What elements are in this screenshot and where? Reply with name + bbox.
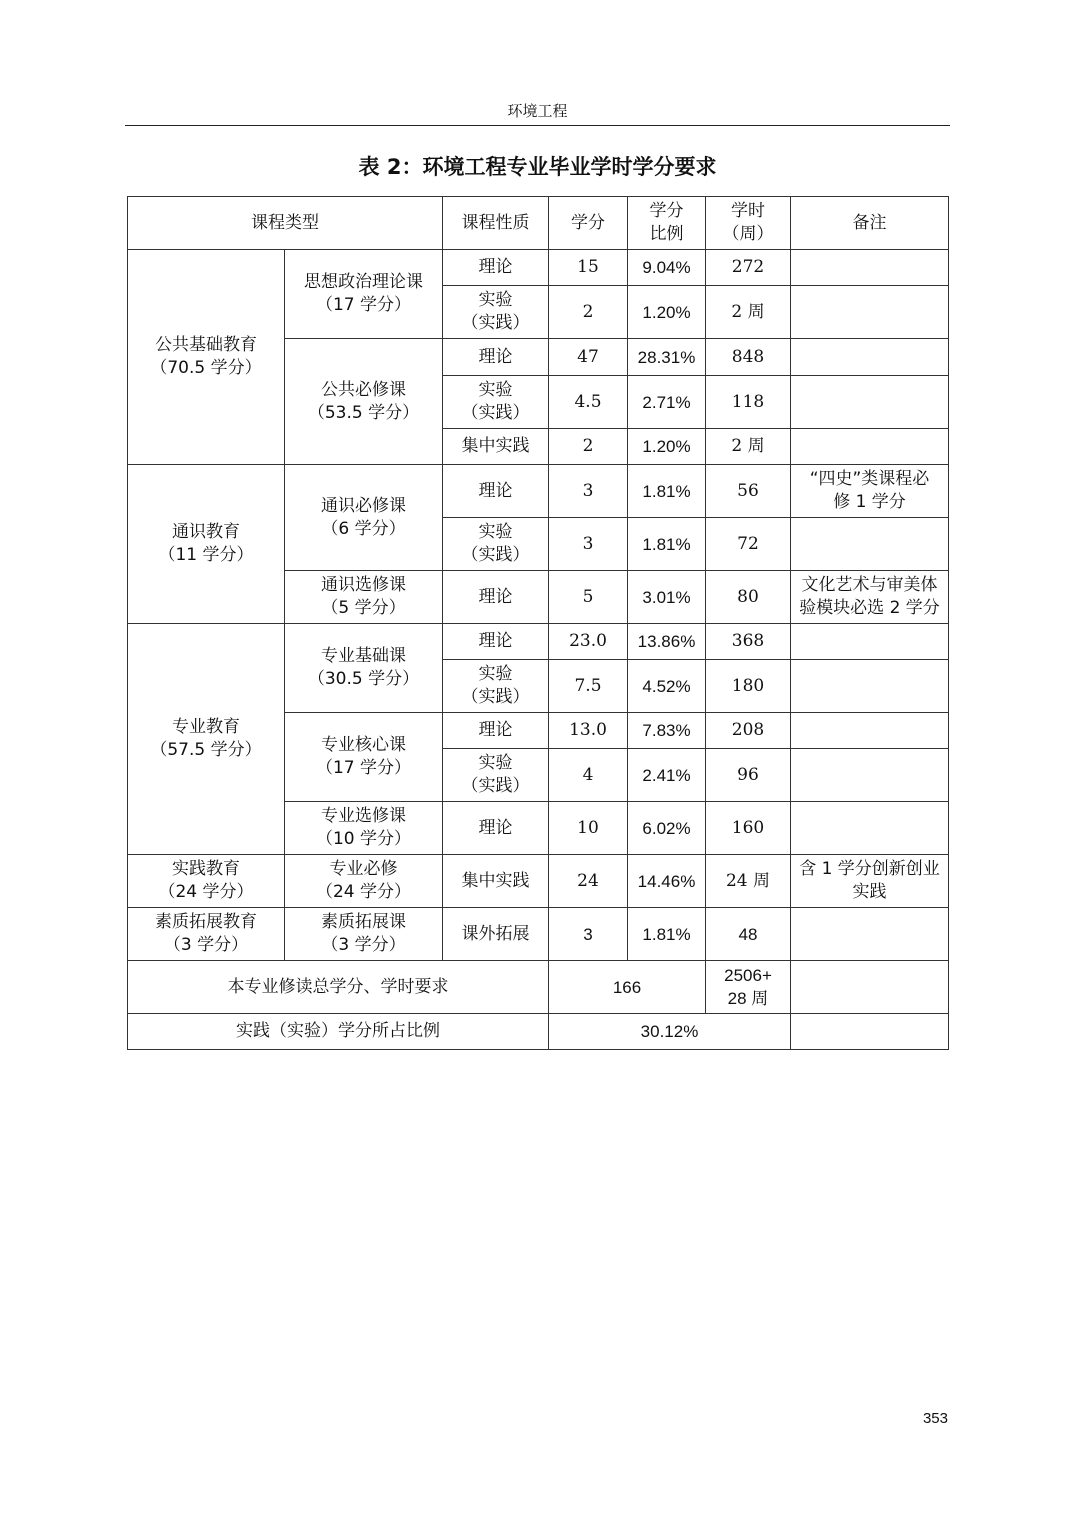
credit-cell: 15 xyxy=(549,250,628,286)
ratio-cell: 2.71% xyxy=(628,376,706,429)
hours-cell: 96 xyxy=(706,749,791,802)
table-row xyxy=(128,250,949,286)
header-note: 备注 xyxy=(791,197,949,250)
note-cell xyxy=(791,749,949,802)
totals-label: 本专业修读总学分、学时要求 xyxy=(128,961,549,1014)
nature-cell: 理论 xyxy=(443,339,549,376)
nature-cell: 理论 xyxy=(443,802,549,855)
table-title: 表 2：环境工程专业毕业学时学分要求 xyxy=(358,155,717,179)
nature-cell: 理论 xyxy=(443,713,549,749)
hours-cell: 160 xyxy=(706,802,791,855)
note-cell xyxy=(791,339,949,376)
hours-cell: 848 xyxy=(706,339,791,376)
hours-cell: 118 xyxy=(706,376,791,429)
header-credit: 学分 xyxy=(549,197,628,250)
note-cell xyxy=(791,908,949,961)
hours-cell: 180 xyxy=(706,660,791,713)
note-cell: 文化艺术与审美体 验模块必选 2 学分 xyxy=(791,571,949,624)
credit-cell: 2 xyxy=(549,286,628,339)
header-course-type: 课程类型 xyxy=(128,197,443,250)
course-practice-required: 专业必修 （24 学分） xyxy=(285,855,443,908)
credit-cell: 4 xyxy=(549,749,628,802)
nature-cell: 实验 （实践） xyxy=(443,749,549,802)
hours-cell: 2 周 xyxy=(706,286,791,339)
credit-cell: 2 xyxy=(549,429,628,465)
note-cell xyxy=(791,286,949,339)
note-cell: “四史”类课程必 修 1 学分 xyxy=(791,465,949,518)
ratio-cell: 1.20% xyxy=(628,286,706,339)
credit-cell: 24 xyxy=(549,855,628,908)
hours-cell: 2 周 xyxy=(706,429,791,465)
note-cell xyxy=(791,624,949,660)
credit-cell: 5 xyxy=(549,571,628,624)
hours-cell: 72 xyxy=(706,518,791,571)
credit-cell: 47 xyxy=(549,339,628,376)
ratio-cell: 14.46% xyxy=(628,855,706,908)
ratio-cell: 6.02% xyxy=(628,802,706,855)
header-hours: 学时 （周） xyxy=(706,197,791,250)
course-public-required: 公共必修课 （53.5 学分） xyxy=(285,339,443,465)
group-quality: 素质拓展教育 （3 学分） xyxy=(128,908,285,961)
course-major-basic: 专业基础课 （30.5 学分） xyxy=(285,624,443,713)
note-cell xyxy=(791,1014,949,1050)
ratio-cell: 9.04% xyxy=(628,250,706,286)
table-row xyxy=(128,908,949,961)
page-number: 353 xyxy=(922,1410,948,1427)
nature-cell: 集中实践 xyxy=(443,429,549,465)
nature-cell: 实验 （实践） xyxy=(443,286,549,339)
ratio-cell: 1.20% xyxy=(628,429,706,465)
course-ideology: 思想政治理论课 （17 学分） xyxy=(285,250,443,339)
group-general: 通识教育 （11 学分） xyxy=(128,465,285,624)
credit-cell: 3 xyxy=(549,465,628,518)
practice-ratio-row xyxy=(128,1014,949,1050)
nature-cell: 理论 xyxy=(443,250,549,286)
hours-cell: 208 xyxy=(706,713,791,749)
nature-cell: 理论 xyxy=(443,571,549,624)
nature-cell: 理论 xyxy=(443,465,549,518)
note-cell xyxy=(791,376,949,429)
table-row xyxy=(128,624,949,660)
note-cell xyxy=(791,802,949,855)
nature-cell: 集中实践 xyxy=(443,855,549,908)
group-major: 专业教育 （57.5 学分） xyxy=(128,624,285,855)
hours-cell: 272 xyxy=(706,250,791,286)
table-row xyxy=(128,465,949,518)
totals-credit: 166 xyxy=(549,961,706,1014)
nature-cell: 实验 （实践） xyxy=(443,518,549,571)
ratio-cell: 1.81% xyxy=(628,465,706,518)
credit-cell: 4.5 xyxy=(549,376,628,429)
ratio-cell: 28.31% xyxy=(628,339,706,376)
course-major-core: 专业核心课 （17 学分） xyxy=(285,713,443,802)
credit-cell: 3 xyxy=(549,518,628,571)
note-cell: 含 1 学分创新创业 实践 xyxy=(791,855,949,908)
header-course-nature: 课程性质 xyxy=(443,197,549,250)
note-cell xyxy=(791,518,949,571)
note-cell xyxy=(791,250,949,286)
note-cell xyxy=(791,429,949,465)
credit-cell: 7.5 xyxy=(549,660,628,713)
hours-cell: 368 xyxy=(706,624,791,660)
group-practice: 实践教育 （24 学分） xyxy=(128,855,285,908)
ratio-cell: 3.01% xyxy=(628,571,706,624)
hours-cell: 24 周 xyxy=(706,855,791,908)
nature-cell: 课外拓展 xyxy=(443,908,549,961)
header-credit-ratio: 学分 比例 xyxy=(628,197,706,250)
note-cell xyxy=(791,660,949,713)
note-cell xyxy=(791,713,949,749)
group-public: 公共基础教育 （70.5 学分） xyxy=(128,250,285,465)
course-general-required: 通识必修课 （6 学分） xyxy=(285,465,443,571)
credit-cell: 13.0 xyxy=(549,713,628,749)
note-cell xyxy=(791,961,949,1014)
hours-cell: 48 xyxy=(706,908,791,961)
totals-hours: 2506+ 28 周 xyxy=(706,961,791,1014)
nature-cell: 实验 （实践） xyxy=(443,660,549,713)
hours-cell: 56 xyxy=(706,465,791,518)
totals-row xyxy=(128,961,949,1014)
ratio-cell: 7.83% xyxy=(628,713,706,749)
nature-cell: 理论 xyxy=(443,624,549,660)
ratio-cell: 1.81% xyxy=(628,518,706,571)
ratio-cell: 1.81% xyxy=(628,908,706,961)
practice-ratio-label: 实践（实验）学分所占比例 xyxy=(128,1014,549,1050)
hours-cell: 80 xyxy=(706,571,791,624)
practice-ratio-value: 30.12% xyxy=(549,1014,791,1050)
ratio-cell: 13.86% xyxy=(628,624,706,660)
ratio-cell: 2.41% xyxy=(628,749,706,802)
credit-cell: 23.0 xyxy=(549,624,628,660)
course-major-elective: 专业选修课 （10 学分） xyxy=(285,802,443,855)
credit-cell: 3 xyxy=(549,908,628,961)
running-header: 环境工程 xyxy=(125,100,950,126)
nature-cell: 实验 （实践） xyxy=(443,376,549,429)
credit-requirements-table xyxy=(127,196,949,1050)
course-quality: 素质拓展课 （3 学分） xyxy=(285,908,443,961)
course-general-elective: 通识选修课 （5 学分） xyxy=(285,571,443,624)
credit-cell: 10 xyxy=(549,802,628,855)
ratio-cell: 4.52% xyxy=(628,660,706,713)
table-row xyxy=(128,855,949,908)
table-header-row xyxy=(128,197,949,250)
